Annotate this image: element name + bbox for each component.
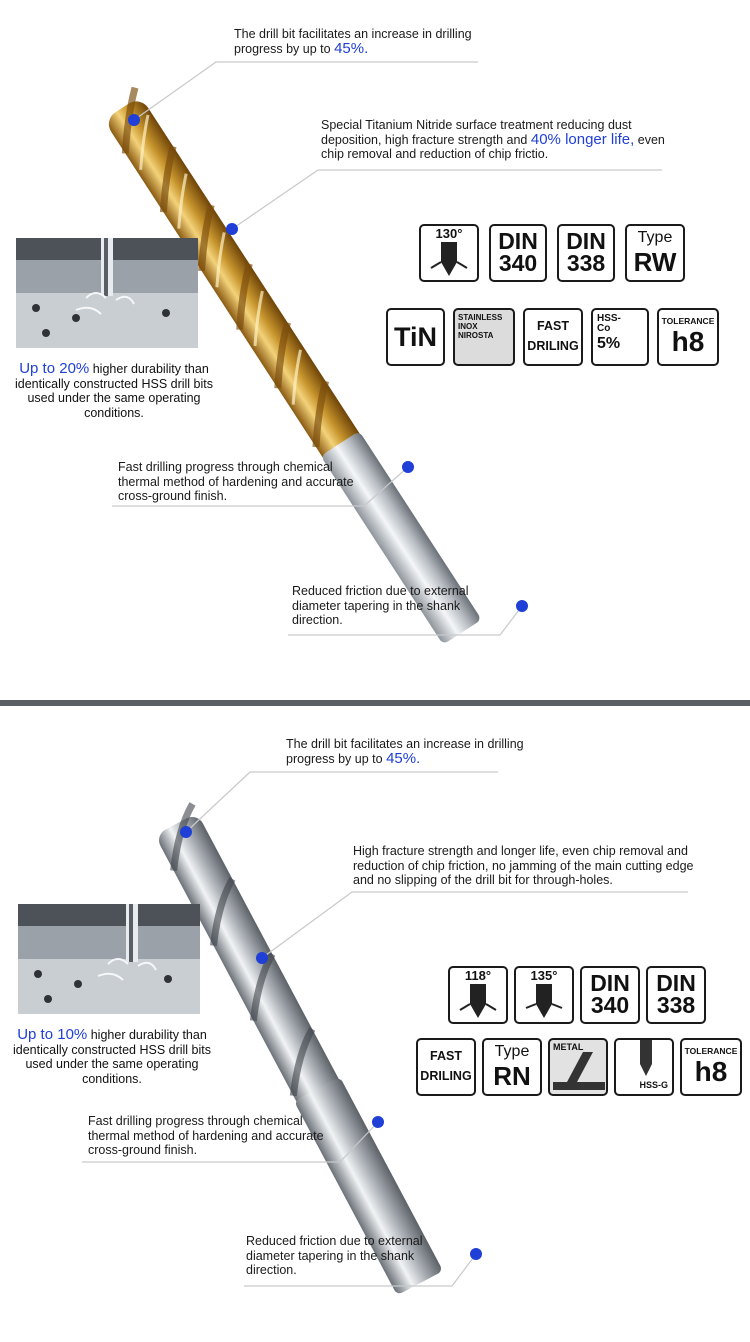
marker-dot [256,952,268,964]
callout-coating: Special Titanium Nitride surface treatment reducing dust deposition, high fracture strength and 40% longer life, even chip removal and reduction of chip frictio. [321,118,665,161]
callout-hardening: Fast drilling progress through chemical thermal method of hardening and accurate cross-ground finish. [118,460,354,503]
marker-dot [402,461,414,473]
tolerance-h8-badge: TOLERANCE h8 [680,1038,742,1096]
angle-118-badge: 118° [448,966,508,1024]
callout-progress: The drill bit facilitates an increase in drilling progress by up to 45%. [286,737,524,767]
din-338-badge: DIN 338 [557,224,615,282]
drill-tip-icon [524,984,564,1020]
marker-dot [128,114,140,126]
drill-tip-icon [458,984,498,1020]
type-rw-badge: Type RW [625,224,685,282]
din-338-badge: DIN 338 [646,966,706,1024]
marker-dot [180,826,192,838]
din-340-badge: DIN 340 [580,966,640,1024]
callout-shank: Reduced friction due to external diameter tapering in the shank direction. [246,1234,423,1277]
fast-drilling-badge: FAST DRILING [416,1038,476,1096]
hss-g-badge: HSS-G [614,1038,674,1096]
panel-hss-drill [0,706,750,1342]
marker-dot [226,223,238,235]
angle-135-badge: 135° [514,966,574,1024]
marker-dot [372,1116,384,1128]
angle-130-badge: 130° [419,224,479,282]
callout-hardening: Fast drilling progress through chemical thermal method of hardening and accurate cross-ground finish. [88,1114,324,1157]
tin-badge: TiN [386,308,445,366]
metal-badge: METAL [548,1038,608,1096]
metal-drill-icon [553,1052,605,1092]
din-340-badge: DIN 340 [489,224,547,282]
type-rn-badge: Type RN [482,1038,542,1096]
drill-bit-icon [624,1040,664,1078]
durability-note: Up to 20% higher durability than identically constructed HSS drill bits used under the same operating conditions. [15,360,213,420]
callout-shank: Reduced friction due to external diameter tapering in the shank direction. [292,584,469,627]
durability-note: Up to 10% higher durability than identically constructed HSS drill bits used under the same operating conditions. [13,1026,211,1086]
hss-co-badge: HSS- Co 5% [591,308,649,366]
marker-dot [516,600,528,612]
stainless-badge: STAINLESS INOX NIROSTA [453,308,515,366]
callout-progress: The drill bit facilitates an increase in drilling progress by up to 45%. [234,27,472,57]
tolerance-h8-badge: TOLERANCE h8 [657,308,719,366]
marker-dot [470,1248,482,1260]
drill-tip-icon [429,242,469,278]
callout-strength: High fracture strength and longer life, even chip removal and reduction of chip friction, no jamming of the main cutting edge and no slipping of the drill bit for through-holes. [353,844,694,887]
fast-drilling-badge: FAST DRILING [523,308,583,366]
